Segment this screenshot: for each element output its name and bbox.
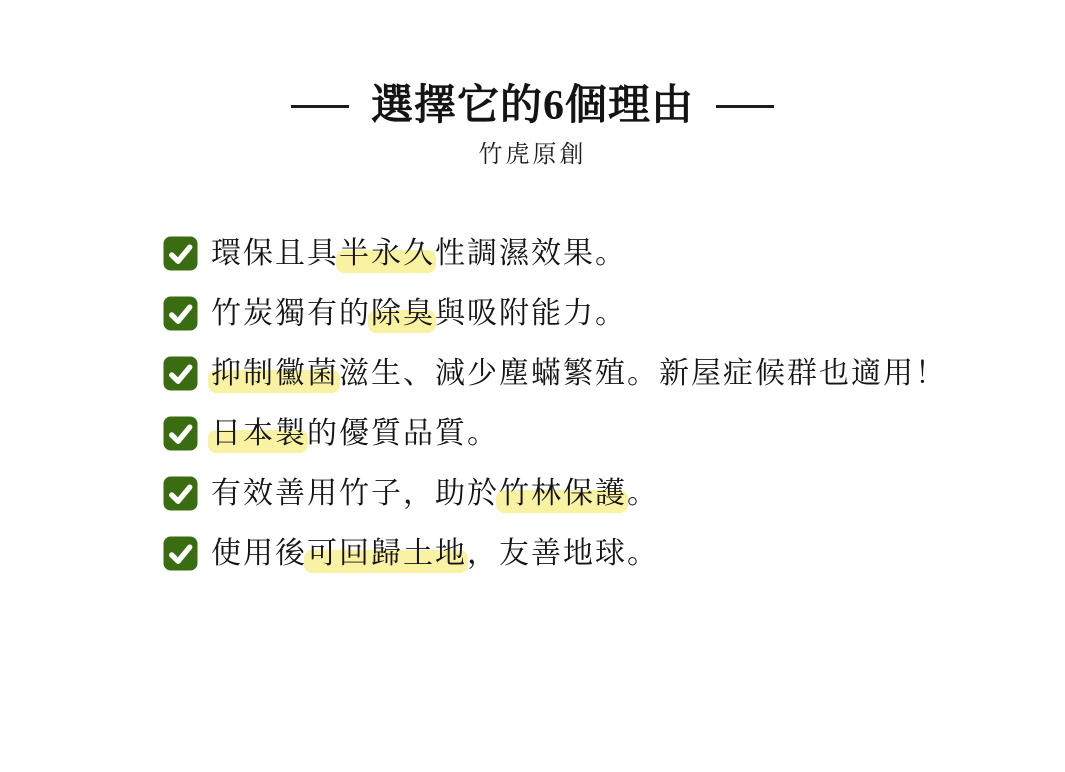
list-item [163, 236, 1065, 271]
highlighted-text: 日本製 [211, 417, 307, 450]
title-dash-right-icon [716, 105, 774, 108]
plain-text: 使用後 [211, 537, 307, 570]
plain-text: 竹炭獨有的 [211, 297, 371, 330]
check-icon [163, 356, 198, 391]
check-icon [163, 296, 198, 331]
plain-text: 。 [627, 477, 659, 510]
highlighted-text: 可回歸土地 [307, 537, 467, 570]
page [0, 85, 1065, 772]
check-icon [163, 236, 198, 271]
highlighted-text: 半永久 [339, 237, 435, 270]
reason-text [211, 536, 659, 571]
plain-text: 滋生、減少塵蟎繁殖。新屋症候群也適用！ [339, 357, 947, 390]
list-item [163, 296, 1065, 331]
title-dash-left-icon [291, 105, 349, 108]
page-subtitle: 竹虎原創 [478, 141, 587, 168]
list-item [163, 536, 1065, 571]
reason-text [211, 416, 499, 451]
list-item [163, 356, 1065, 391]
reason-text [211, 296, 627, 331]
reason-text [211, 356, 947, 391]
plain-text: 與吸附能力。 [435, 297, 627, 330]
reasons-list [163, 236, 1065, 571]
reason-text [211, 236, 627, 271]
highlighted-text: 除臭 [371, 297, 435, 330]
title-row [0, 85, 1065, 127]
highlighted-text: 竹林保護 [499, 477, 627, 510]
reason-text [211, 476, 659, 511]
check-icon [163, 476, 198, 511]
page-title: 選擇它的6個理由 [370, 83, 694, 129]
plain-text: 性調濕效果。 [435, 237, 627, 270]
check-icon [163, 416, 198, 451]
plain-text: ，友善地球。 [467, 537, 659, 570]
list-item [163, 416, 1065, 451]
list-item [163, 476, 1065, 511]
plain-text: 環保且具 [211, 237, 339, 270]
plain-text: 的優質品質。 [307, 417, 499, 450]
highlighted-text: 抑制黴菌 [211, 357, 339, 390]
check-icon [163, 536, 198, 571]
plain-text: 有效善用竹子，助於 [211, 477, 499, 510]
